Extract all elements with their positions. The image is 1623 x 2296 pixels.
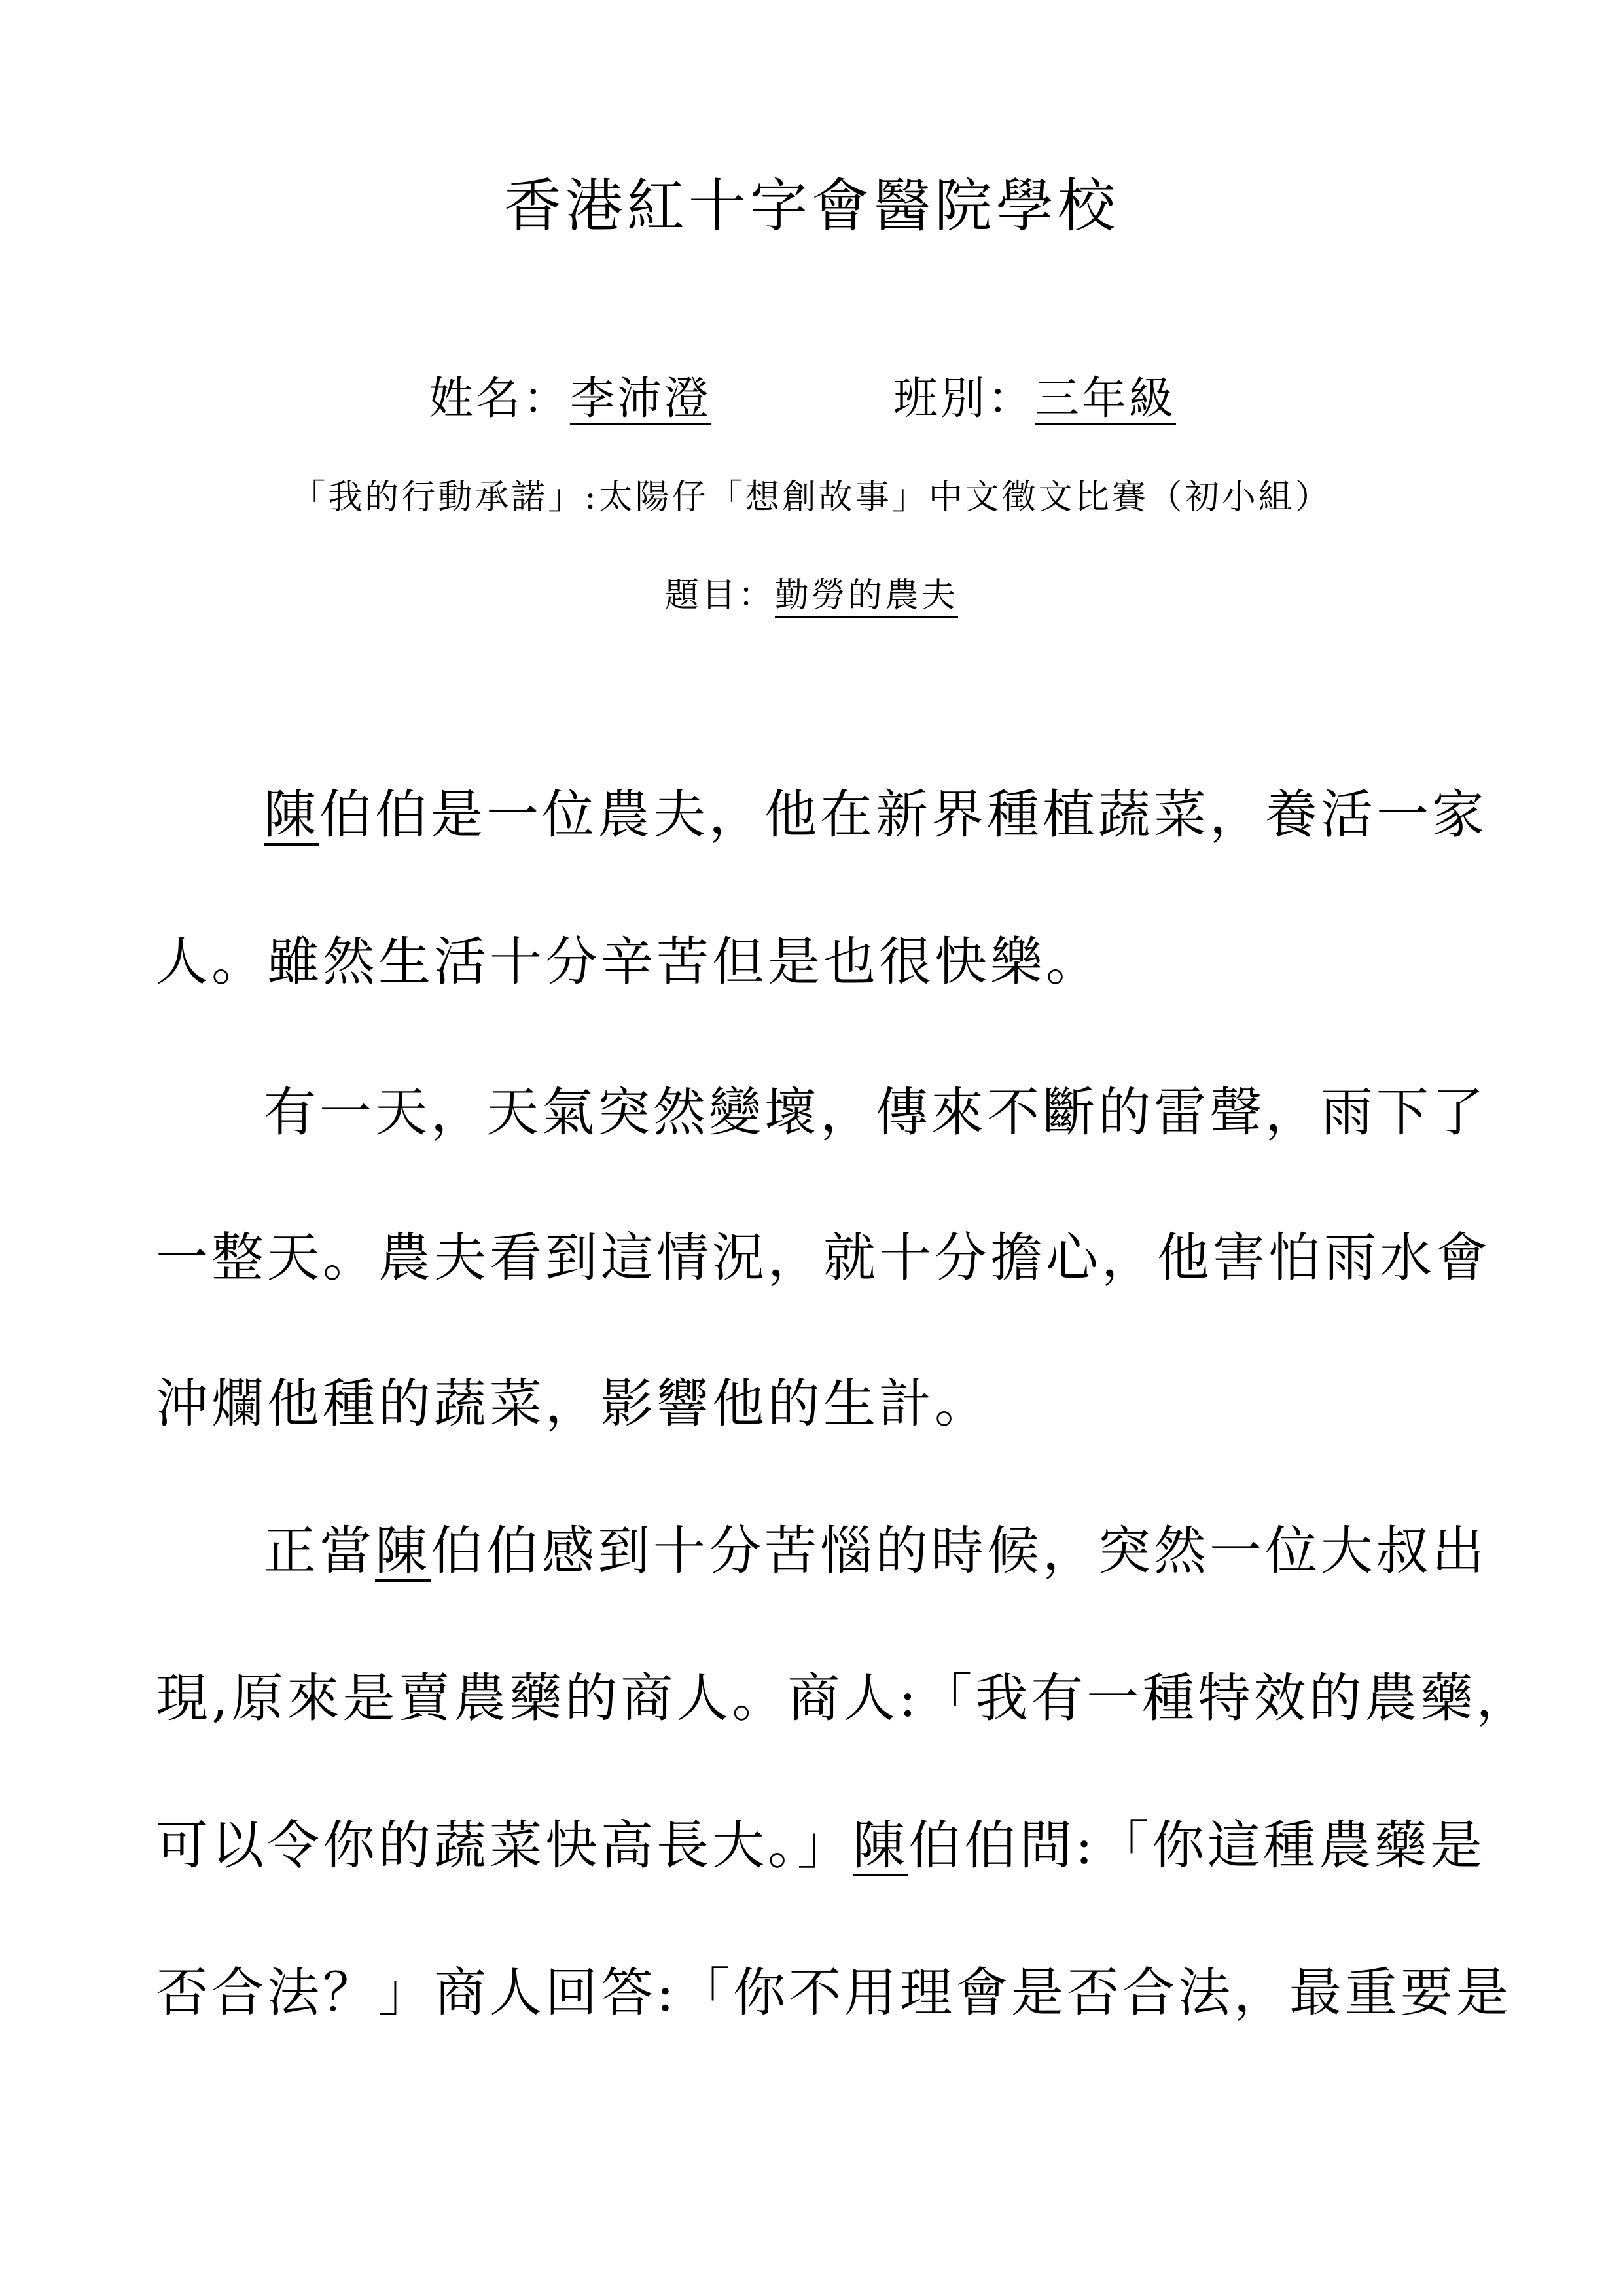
class-label: 班別： <box>893 373 1035 425</box>
topic-label: 題目： <box>664 576 775 615</box>
student-class <box>893 363 1176 435</box>
person-name: 陳 <box>264 784 319 845</box>
student-info-row <box>0 363 1623 435</box>
essay-line: 有一天，天氣突然變壞，傳來不斷的雷聲，雨下了 <box>264 1082 1488 1143</box>
topic-value: 勤勞的農夫 <box>775 576 959 615</box>
person-name: 陳 <box>853 1815 908 1876</box>
essay-topic <box>0 566 1623 625</box>
essay-line: 沖爛他種的蔬菜，影響他的生計。 <box>156 1373 990 1434</box>
name-label: 姓名： <box>429 373 571 425</box>
essay-line: 正當陳伯伯感到十分苦惱的時候，突然一位大叔出 <box>264 1520 1488 1581</box>
essay-line: 可以令你的蔬菜快高長大。」陳伯伯問:「你這種農藥是 <box>156 1815 1486 1876</box>
essay-line: 現,原來是賣農藥的商人。商人:「我有一種特效的農藥， <box>156 1668 1532 1729</box>
person-name: 陳 <box>375 1520 431 1581</box>
essay-line: 人。雖然生活十分辛苦但是也很快樂。 <box>156 931 1101 992</box>
essay-line: 一整天。農夫看到這情況，就十分擔心，他害怕雨水會 <box>156 1227 1491 1288</box>
essay-line: 否合法？」商人回答:「你不用理會是否合法，最重要是 <box>156 1962 1512 2023</box>
name-value: 李沛澄 <box>570 373 712 425</box>
class-value: 三年級 <box>1035 373 1177 425</box>
school-title: 香港紅十字會醫院學校 <box>503 172 1119 240</box>
essay-line: 陳伯伯是一位農夫，他在新界種植蔬菜，養活一家 <box>264 784 1488 845</box>
competition-title: 「我的行動承諾」:太陽仔「想創故事」中文徵文比賽（初小組） <box>291 478 1332 517</box>
student-name <box>429 363 711 435</box>
